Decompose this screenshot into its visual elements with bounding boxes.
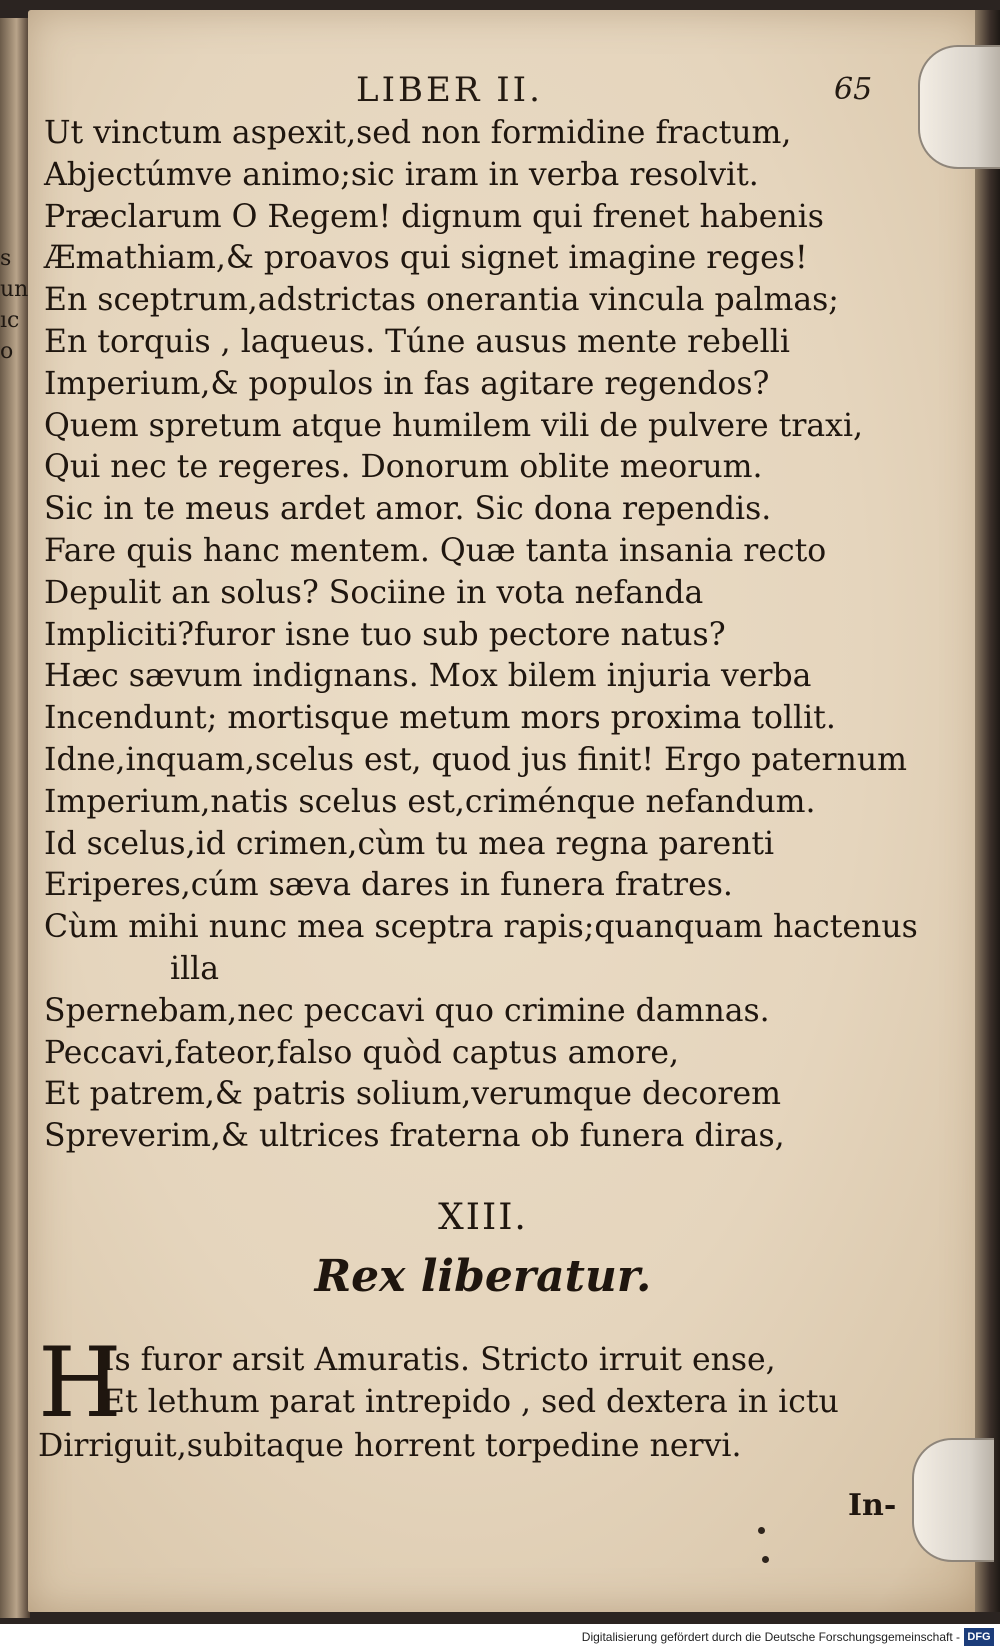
verse-line: Et patrem,& patris solium,verumque decorem bbox=[44, 1076, 782, 1113]
catchword: In- bbox=[848, 1488, 897, 1523]
verse-line: Fare quis hanc mentem. Quæ tanta insania recto bbox=[44, 532, 827, 569]
verse-line: illa bbox=[170, 950, 220, 987]
funding-credit: Digitalisierung gefördert durch die Deutsche Forschungsgemeinschaft - bbox=[581, 1630, 960, 1644]
verse-line: Æmathiam,& proavos qui signet imagine reges! bbox=[44, 240, 808, 277]
section-title: Rex liberatur. bbox=[314, 1251, 652, 1302]
margin-fragment: ıc bbox=[0, 308, 20, 333]
verse-line: Ut vinctum aspexit,sed non formidine fractum, bbox=[44, 115, 792, 151]
verse-line: Abjectúmve animo;sic iram in verba resolvit. bbox=[44, 156, 759, 193]
drop-cap-initial: H bbox=[38, 1327, 122, 1439]
verse-line: En torquis , laqueus. Túne ausus mente rebelli bbox=[44, 323, 790, 360]
verse-line: Is furor arsit Amuratis. Stricto irruit ense, bbox=[102, 1342, 776, 1378]
verse-line: Sic in te meus ardet amor. Sic dona rependis. bbox=[44, 491, 772, 528]
margin-fragment: s bbox=[0, 246, 12, 271]
margin-fragment: un bbox=[0, 277, 29, 302]
verse-line: Spreverim,& ultrices fraterna ob funera diras, bbox=[44, 1118, 785, 1155]
verse-line: Hæc sævum indignans. Mox bilem injuria verba bbox=[44, 658, 812, 695]
page-number: 65 bbox=[834, 72, 873, 107]
verse-line: En sceptrum,adstrictas onerantia vincula palmas; bbox=[44, 282, 839, 319]
adjacent-page-fragments bbox=[0, 248, 28, 372]
verse-line: Præclarum O Regem! dignum qui frenet habenis bbox=[44, 198, 824, 235]
verse-line: Imperium,& populos in fas agitare regendos? bbox=[44, 365, 770, 402]
ink-spot bbox=[762, 1556, 769, 1563]
dfg-logo: DFG bbox=[964, 1628, 994, 1646]
page-header bbox=[28, 70, 983, 110]
verse-line: Cùm mihi nunc mea sceptra rapis;quanquam hactenus bbox=[44, 909, 918, 946]
verse-line: Id scelus,id crimen,cùm tu mea regna parenti bbox=[44, 825, 775, 862]
verse-line: Depulit an solus? Sociine in vota nefanda bbox=[44, 574, 704, 611]
book-page bbox=[28, 10, 983, 1612]
adjacent-page-edge bbox=[0, 18, 30, 1618]
verse-line: Idne,inquam,scelus est, quod jus finit! Ergo paternum bbox=[44, 741, 907, 778]
verse-line: Quem spretum atque humilem vili de pulvere traxi, bbox=[44, 407, 864, 444]
verse-line: Peccavi,fateor,falso quòd captus amore, bbox=[44, 1034, 679, 1071]
digitization-footer bbox=[0, 1624, 1000, 1651]
verse-block bbox=[44, 113, 934, 1158]
verse-line: Et lethum parat intrepido , sed dextera in ictu bbox=[102, 1384, 839, 1420]
verse-line: Imperium,natis scelus est,criménque nefandum. bbox=[44, 783, 816, 820]
verse-line: Eriperes,cúm sæva dares in funera fratres. bbox=[44, 867, 733, 904]
verse-line: Impliciti?furor isne tuo sub pectore natus? bbox=[44, 616, 726, 653]
running-head: LIBER II. bbox=[356, 70, 543, 110]
book-clip-bottom bbox=[912, 1438, 994, 1562]
verse-line: Dirriguit,subitaque horrent torpedine nervi. bbox=[38, 1428, 742, 1464]
verse-line: Incendunt; mortisque metum mors proxima tollit. bbox=[44, 700, 836, 737]
verse-line: Qui nec te regeres. Donorum oblite meorum. bbox=[44, 449, 763, 486]
ink-spot bbox=[758, 1527, 765, 1534]
page-edge-shadow bbox=[975, 10, 1000, 1612]
margin-fragment: o bbox=[0, 339, 14, 364]
section-number: XIII. bbox=[438, 1197, 528, 1238]
section-opening bbox=[38, 1327, 938, 1480]
verse-line: Spernebam,nec peccavi quo crimine damnas. bbox=[44, 992, 770, 1029]
book-clip-top bbox=[918, 45, 1000, 169]
